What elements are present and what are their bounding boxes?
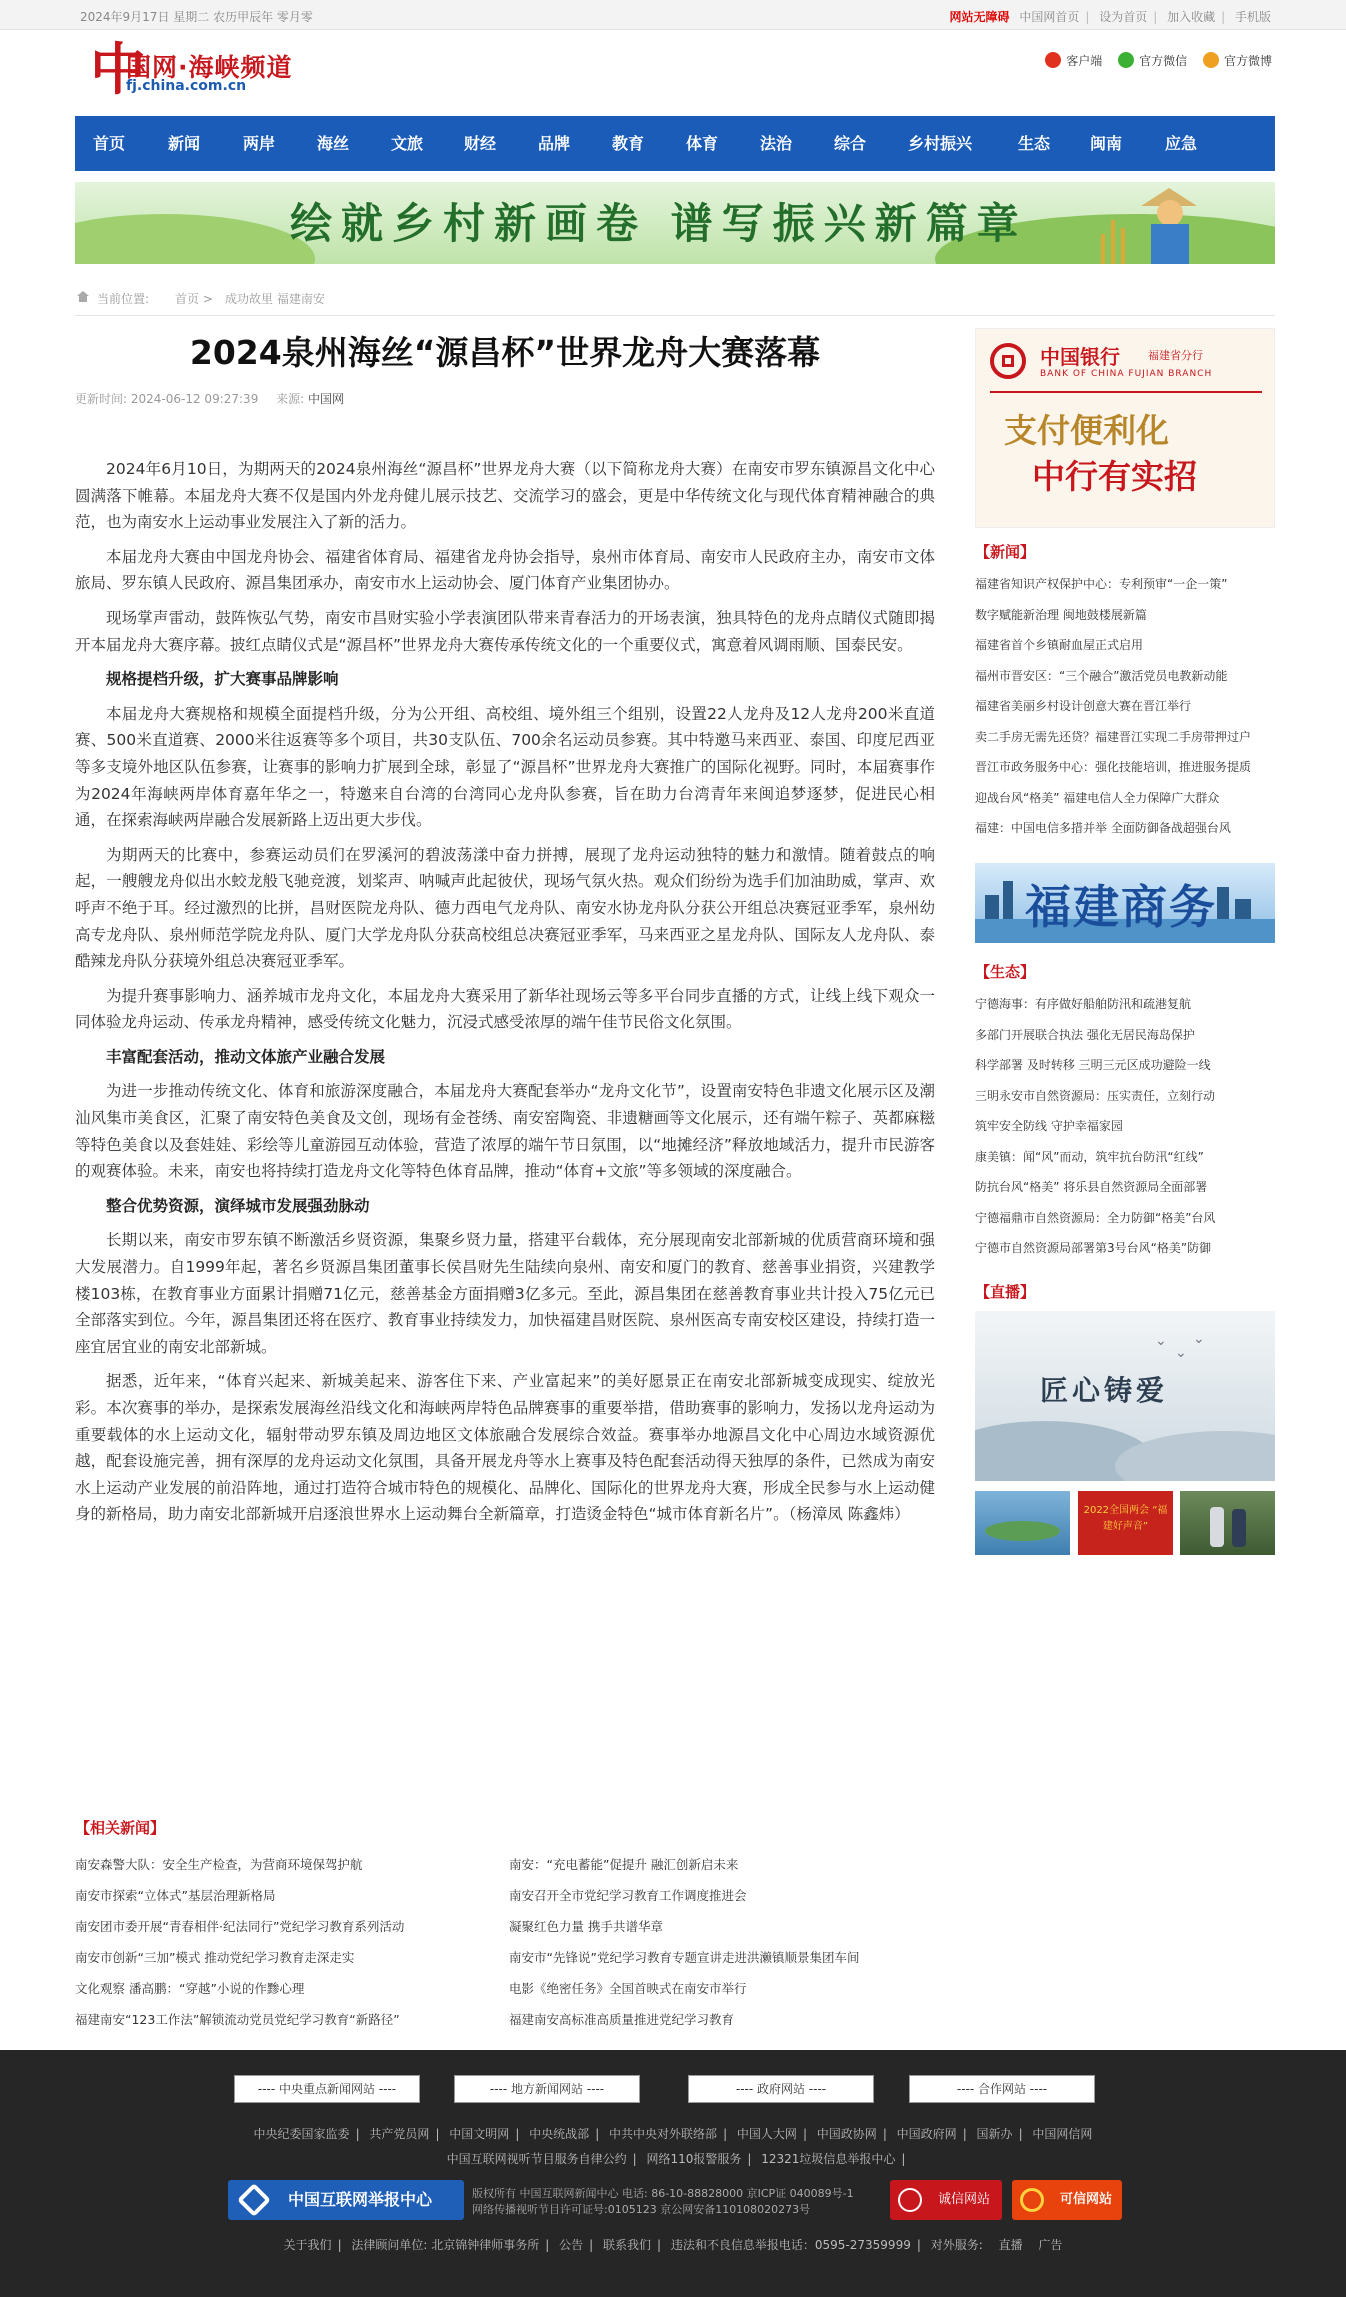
article-subheading: 整合优势资源，演绎城市发展强劲脉动	[106, 1196, 370, 1215]
boc-logo-icon	[990, 343, 1026, 379]
central-sites-select[interactable]: ---- 中央重点新闻网站 ----	[234, 2075, 420, 2103]
footer-link[interactable]: 关于我们	[283, 2238, 332, 2252]
wechat-label: 官方微信	[1139, 54, 1188, 68]
ecology-item[interactable]: 三明永安市自然资源局：压实责任，立刻行动	[975, 1088, 1216, 1103]
bird-icon: ⌄	[1155, 1333, 1167, 1349]
nav-law[interactable]: 法治	[760, 134, 793, 153]
ecology-section-title: 【生态】	[975, 963, 1036, 981]
live-section-title: 【直播】	[975, 1283, 1036, 1301]
related-news-item[interactable]: 南安团市委开展“青春相伴·纪法同行”党纪学习教育系列活动	[75, 1919, 405, 1934]
report-center-label: 中国互联网举报中心	[288, 2190, 433, 2209]
current-date: 2024年9月17日 星期二 农历甲辰年 零月零	[80, 10, 313, 24]
license-line: 网络传播视听节目许可证号:0105123 京公网安备110108020273号	[472, 2203, 811, 2216]
footer-link[interactable]: 公告	[559, 2238, 584, 2252]
live-thumbnail[interactable]	[1180, 1491, 1275, 1555]
related-news-item[interactable]: 南安：“充电蓄能”促提升 融汇创新启未来	[509, 1857, 739, 1872]
app-icon	[1045, 52, 1061, 68]
farmer-head-icon	[1157, 200, 1183, 226]
news-item[interactable]: 福建：中国电信多措并举 全面防御备战超强台风	[975, 821, 1231, 835]
source-label: 来源:	[276, 392, 305, 406]
related-news-item[interactable]: 南安市“先锋说”党纪学习教育专题宣讲走进洪濑镇顺景集团车间	[509, 1950, 860, 1965]
article-paragraph: 本届龙舟大赛规格和规模全面提档升级，分为公开组、高校组、境外组三个组别，设置22人龙舟及12人龙舟200米直道赛、500米直道赛、2000米往返赛等多个项目，共30支队伍、700余名运动员参赛。其中特邀马来西亚、泰国、印度尼西亚等多支境外地区队伍参赛，让赛事的影响力扩展到全球，彰显了“源昌杯”世界龙舟大赛推广的国际化视野。同时，本届赛事作为2024年海峡两岸体育嘉年华之一，特邀来自台湾的台湾同心龙舟队参赛，旨在助力台湾青年来闽追梦逐梦，促进民心相通，在探索海峡两岸融合发展新路上迈出更大步伐。	[75, 704, 935, 830]
credible-site-badge[interactable]	[1012, 2180, 1122, 2220]
news-item[interactable]: 卖二手房无需先还贷？福建晋江实现二手房带押过户	[975, 729, 1252, 744]
news-item[interactable]: 福建省知识产权保护中心：专利预审“一企一策”	[975, 577, 1228, 591]
banner-wheat	[1121, 228, 1125, 264]
nav-home[interactable]: 首页	[93, 134, 126, 153]
breadcrumb	[75, 288, 1275, 316]
footer-link[interactable]: 共产党员网	[369, 2127, 430, 2141]
footer-link[interactable]: 广告	[1038, 2238, 1063, 2252]
footer-link[interactable]: 直播	[998, 2238, 1023, 2252]
article-paragraph: 为提升赛事影响力、涵养城市龙舟文化，本届龙舟大赛采用了新华社现场云等多平台同步直播的方式，让线上线下观众一同体验龙舟运动、传承龙舟精神，感受传统文化魅力，沉浸式感受浓厚的端午佳节民俗文化氛围。	[75, 986, 935, 1032]
article-paragraph: 为期两天的比赛中，参赛运动员们在罗溪河的碧波荡漾中奋力拼搏，展现了龙舟运动独特的魅力和激情。随着鼓点的响起，一艘艘龙舟似出水蛟龙般飞驰竞渡，划桨声、呐喊声此起彼伏，现场气氛火热。观众们纷纷为选手们加油助威，掌声、欢呼声不绝于耳。经过激烈的比拼，昌财医院龙舟队、德力西电气龙舟队、南安水协龙舟队分获公开组总决赛冠亚季军，泉州幼高专龙舟队、泉州师范学院龙舟队、厦门大学龙舟队分获高校组总决赛冠亚季军，马来西亚之星龙舟队、国际友人龙舟队、泰酷辣龙舟队分获境外组总决赛冠亚季军。	[75, 845, 935, 971]
ecology-item[interactable]: 筑牢安全防线 守护幸福家园	[975, 1119, 1123, 1133]
bank-of-china-ad[interactable]	[975, 328, 1275, 528]
weibo-link[interactable]	[1203, 52, 1272, 69]
related-news-item[interactable]: 电影《绝密任务》全国首映式在南安市举行	[509, 1981, 747, 1996]
report-center-badge[interactable]	[228, 2180, 464, 2220]
banner-hill	[75, 214, 315, 264]
nav-emergency[interactable]: 应急	[1165, 134, 1198, 153]
news-list	[975, 569, 1275, 844]
nav-finance[interactable]: 财经	[464, 134, 497, 153]
nav-sports[interactable]: 体育	[686, 134, 719, 153]
nav-minnan[interactable]: 闽南	[1090, 134, 1123, 153]
article-paragraph: 2024年6月10日，为期两天的2024泉州海丝“源昌杯”世界龙舟大赛（以下简称龙舟大赛）在南安市罗东镇源昌文化中心圆满落下帷幕。本届龙舟大赛不仅是国内外龙舟健儿展示技艺、交流学习的盛会，更是中华传统文化与现代体育精神融合的典范，也为南安水上运动事业发展注入了新的活力。	[75, 460, 935, 532]
copyright-info	[472, 2186, 854, 2218]
china-home-link[interactable]: 中国网首页	[1019, 10, 1080, 24]
ecology-item[interactable]: 多部门开展联合执法 强化无居民海岛保护	[975, 1027, 1195, 1042]
news-item[interactable]: 福建省美丽乡村设计创意大赛在晋江举行	[975, 699, 1192, 713]
related-news-item[interactable]: 南安市探索“立体式”基层治理新格局	[75, 1888, 276, 1903]
thumb-person	[1232, 1509, 1246, 1547]
footer-link[interactable]: 法律顾问单位: 北京锦钟律师事务所	[351, 2238, 540, 2252]
bird-icon: ⌄	[1193, 1331, 1205, 1347]
fujian-commerce-ad[interactable]	[975, 863, 1275, 943]
bookmark-link[interactable]: 加入收藏	[1167, 10, 1216, 24]
article-paragraph: 现场掌声雷动，鼓阵恢弘气势，南安市昌财实验小学表演团队带来青春活力的开场表演，独具特色的龙舟点睛仪式随即揭开本届龙舟大赛序幕。披红点睛仪式是“源昌杯”世界龙舟大赛传承传统文化的一个重要仪式，寓意着风调雨顺、国泰民安。	[75, 608, 935, 654]
footer-link[interactable]: 中共中央对外联络部	[609, 2127, 718, 2141]
footer-link[interactable]: 网络110报警服务	[646, 2152, 742, 2166]
footer-link[interactable]: 中国政协网	[816, 2127, 877, 2141]
farmer-body-icon	[1151, 224, 1189, 264]
footer-link[interactable]: 中国文明网	[449, 2127, 510, 2141]
accessibility-link[interactable]: 网站无障碍	[949, 10, 1010, 24]
related-news-item[interactable]: 凝聚红色力量 携手共谱华章	[509, 1919, 663, 1934]
breadcrumb-home[interactable]: 首页 >	[175, 292, 213, 306]
news-section-title: 【新闻】	[975, 543, 1036, 561]
footer-link[interactable]: 联系我们	[603, 2238, 652, 2252]
updated-time: 2024-06-12 09:27:39	[130, 392, 259, 406]
ecology-item[interactable]: 宁德福鼎市自然资源局：全力防御“格美”台风	[975, 1210, 1216, 1225]
set-homepage-link[interactable]: 设为首页	[1099, 10, 1148, 24]
nav-brand[interactable]: 品牌	[538, 134, 571, 153]
breadcrumb-label: 当前位置:	[97, 292, 150, 306]
footer-link[interactable]: 国新办	[976, 2127, 1013, 2141]
article-paragraph: 为进一步推动传统文化、体育和旅游深度融合，本届龙舟大赛配套举办“龙舟文化节”，设置南安特色非遗文化展示区及潮汕风集市美食区，汇聚了南安特色美食及文创，现场有金苍绣、南安窑陶瓷、非遗糖画等文化展示，还有端午粽子、英都麻糍等特色美食以及套娃娃、彩绘等儿童游园互动体验，营造了浓厚的端午节日氛围，以“地摊经济”释放地域活力，提升市民游客的观赛体验。未来，南安也将持续打造龙舟文化等特色体育品牌，推动“体育+文旅”等多领域的深度融合。	[75, 1082, 935, 1181]
home-icon	[77, 291, 89, 302]
nav-ecology[interactable]: 生态	[1018, 134, 1051, 153]
nav-silk-road[interactable]: 海丝	[317, 134, 350, 153]
news-item[interactable]: 迎战台风“格美” 福建电信人全力保障广大群众	[975, 790, 1220, 805]
ecology-item[interactable]: 康美镇：闻“风”而动，筑牢抗台防汛“红线”	[975, 1149, 1204, 1164]
footer-link[interactable]: 中国政府网	[896, 2127, 957, 2141]
boc-slogan-2: 中行有实招	[1032, 457, 1197, 496]
bird-icon: ⌄	[1175, 1345, 1187, 1361]
nav-general[interactable]: 综合	[834, 134, 867, 153]
banner-wheat	[1111, 220, 1115, 264]
related-news-item[interactable]: 福建南安“123工作法”解锁流动党员党纪学习教育“新路径”	[75, 2012, 400, 2027]
wechat-link[interactable]	[1118, 52, 1187, 69]
app-label: 客户端	[1066, 54, 1103, 68]
boc-name: 中国银行	[1040, 345, 1120, 369]
live-thumbnail[interactable]	[1078, 1491, 1173, 1555]
partner-sites-select[interactable]: ---- 合作网站 ----	[909, 2075, 1095, 2103]
logo-glyph: 中	[90, 37, 146, 103]
footer-link[interactable]: 中国人大网	[736, 2127, 797, 2141]
thumb-person	[1210, 1507, 1224, 1547]
main-nav	[75, 116, 1275, 171]
article-paragraph: 本届龙舟大赛由中国龙舟协会、福建省体育局、福建省龙舟协会指导，泉州市体育局、南安市人民政府主办，南安市文体旅局、罗东镇人民政府、源昌集团承办，南安市水上运动协会、厦门体育产业集团协办。	[75, 547, 935, 593]
related-news-title: 【相关新闻】	[75, 1819, 166, 1837]
banner-wheat	[1101, 234, 1105, 264]
credible-badge-label: 可信网站	[1059, 2192, 1112, 2207]
rural-banner[interactable]	[75, 182, 1275, 264]
nav-cross-strait[interactable]: 两岸	[243, 134, 276, 153]
nav-culture-tourism[interactable]: 文旅	[391, 134, 424, 153]
nav-education[interactable]: 教育	[612, 134, 645, 153]
footer-links-row1: 中央纪委国家监委 | 共产党员网 | 中国文明网 | 中央统战部 | 中共中央对外联络部 | 中国人大网 | 中国政协网 | 中国政府网 | 国新办 | 中国网信网	[253, 2127, 1093, 2141]
news-item[interactable]: 数字赋能新治理 闽地鼓楼展新篇	[975, 607, 1147, 622]
related-news-item[interactable]: 南安召开全市党纪学习教育工作调度推进会	[509, 1888, 747, 1903]
footer-link[interactable]: 中央统战部	[529, 2127, 590, 2141]
footer-link[interactable]: 中央纪委国家监委	[253, 2127, 350, 2141]
social-links	[1033, 52, 1272, 69]
mobile-link[interactable]: 手机版	[1234, 10, 1271, 24]
trust-badge-label: 诚信网站	[937, 2192, 990, 2207]
app-link[interactable]	[1045, 52, 1102, 69]
footer-link[interactable]: 对外服务:	[930, 2238, 983, 2252]
logo-domain: fj.china.com.cn	[126, 78, 247, 94]
nav-news[interactable]: 新闻	[168, 134, 201, 153]
footer-link[interactable]: 12321垃圾信息举报中心	[761, 2152, 896, 2166]
nav-rural[interactable]: 乡村振兴	[908, 134, 973, 153]
live-thumbnail[interactable]	[975, 1491, 1070, 1555]
article-subheading: 丰富配套活动，推动文体旅产业融合发展	[106, 1047, 386, 1066]
wechat-icon	[1118, 52, 1134, 68]
top-links: 网站无障碍 中国网首页 | 设为首页 | 加入收藏 | 手机版	[949, 10, 1271, 24]
boc-divider	[990, 391, 1262, 393]
updated-label: 更新时间:	[75, 392, 128, 406]
top-bar	[0, 0, 1346, 30]
related-news-item[interactable]: 南安森警大队：安全生产检查，为营商环境保驾护航	[75, 1857, 363, 1872]
ecology-item[interactable]: 科学部署 及时转移 三明三元区成功避险一线	[975, 1058, 1211, 1072]
weibo-icon	[1203, 52, 1219, 68]
footer-link[interactable]: 中国互联网视听节目服务自律公约	[446, 2152, 627, 2166]
local-sites-select[interactable]: ---- 地方新闻网站 ----	[454, 2075, 640, 2103]
footer-links-row2: 中国互联网视听节目服务自律公约 | 网络110报警服务 | 12321垃圾信息举报中心 |	[446, 2152, 906, 2166]
article-meta	[75, 390, 344, 407]
source-value: 中国网	[308, 392, 345, 406]
report-center-icon	[237, 2183, 271, 2217]
mountain-shape	[1115, 1431, 1275, 1481]
article-paragraph: 据悉，近年来，“体育兴起来、新城美起来、游客住下来、产业富起来”的美好愿景正在南安北部新城变成现实、绽放光彩。本次赛事的举办，是探索发展海丝沿线文化和海峡两岸特色品牌赛事的重要举措，借助赛事的影响力，发扬以龙舟运动为重要载体的水上运动文化，辐射带动罗东镇及周边地区文体旅融合发展综合效益。赛事举办地源昌文化中心周边水域资源优越，配套设施完善，拥有深厚的龙舟运动文化氛围，具备开展龙舟等水上赛事及特色配套活动得天独厚的条件，已然成为南安水上运动产业发展的前沿阵地，通过打造符合城市特色的规模化、品牌化、国际化的世界龙舟大赛，形成全民参与水上运动健身的新格局，助力南安北部新城开启逐浪世界水上运动舞台全新篇章，打造烫金特色“城市体育新名片”。（杨漳凤 陈鑫炜）	[75, 1372, 935, 1524]
ecology-list	[975, 989, 1275, 1264]
boc-slogan-1: 支付便利化	[1004, 411, 1169, 450]
fujian-commerce-text: 福建商务	[1025, 880, 1217, 934]
gov-sites-select[interactable]: ---- 政府网站 ----	[688, 2075, 874, 2103]
boc-branch: 福建省分行	[1148, 349, 1203, 362]
footer-link[interactable]: 中国网信网	[1032, 2127, 1093, 2141]
banner-slogan: 绘就乡村新画卷 谱写振兴新篇章	[290, 199, 1028, 248]
live-title-text: 匠心铸爱	[1040, 1374, 1169, 1407]
breadcrumb-section[interactable]: 成功故里 福建南安	[225, 292, 325, 306]
related-news-item[interactable]: 福建南安高标准高质量推进党纪学习教育	[509, 2012, 735, 2027]
trust-badge-icon	[898, 2188, 922, 2212]
trust-site-badge[interactable]	[890, 2180, 1002, 2220]
article-body	[75, 456, 935, 1536]
site-logo[interactable]	[90, 37, 310, 103]
related-news-item[interactable]: 南安市创新“三加”模式 推动党纪学习教育走深走实	[75, 1950, 355, 1965]
live-video-banner[interactable]	[975, 1311, 1275, 1481]
thumb-island	[985, 1521, 1060, 1541]
weibo-label: 官方微博	[1223, 54, 1272, 68]
footer-link[interactable]: 违法和不良信息举报电话：0595-27359999	[670, 2238, 911, 2252]
news-item[interactable]: 福州市晋安区：“三个融合”激活党员电教新动能	[975, 668, 1228, 683]
boc-english-name: BANK OF CHINA FUJIAN BRANCH	[1040, 369, 1213, 379]
thumb-caption: 2022全国两会 “福建好声音”	[1083, 1505, 1168, 1532]
copyright-line: 版权所有 中国互联网新闻中心 电话: 86-10-88828000 京ICP证 040089号-1	[472, 2187, 854, 2200]
ecology-item[interactable]: 防抗台风“格美” 将乐县自然资源局全面部署	[975, 1180, 1208, 1194]
news-item[interactable]: 晋江市政务服务中心：强化技能培训，推进服务提质	[975, 760, 1252, 774]
article-paragraph: 长期以来，南安市罗东镇不断激活乡贤资源，集聚乡贤力量，搭建平台载体，充分展现南安北部新城的优质营商环境和强大发展潜力。自1999年起，著名乡贤源昌集团董事长侯昌财先生陆续向泉州、南安和厦门的教育、慈善事业捐资，兴建教学楼103栋，在教育事业方面累计捐赠71亿元，慈善基金方面捐赠3亿多元。至此，源昌集团在慈善教育事业共计投入75亿元已全部落实到位。今年，源昌集团还将在医疗、教育事业持续发力，加快福建昌财医院、泉州医高专南安校区建设，持续打造一座宜居宜业的南安北部新城。	[75, 1231, 935, 1356]
news-item[interactable]: 福建省首个乡镇耐血屋正式启用	[975, 638, 1144, 652]
related-news-item[interactable]: 文化观察 潘高鹏：“穿越”小说的作黪心理	[75, 1981, 305, 1996]
ecology-item[interactable]: 宁德海事：有序做好船舶防汛和疏港复航	[975, 997, 1192, 1011]
ecology-item[interactable]: 宁德市自然资源局部署第3号台风“格美”防御	[975, 1241, 1212, 1255]
footer-links-row3: 关于我们 | 法律顾问单位: 北京锦钟律师事务所 | 公告 | 联系我们 | 违法和不良信息举报电话：0595-27359999 | 对外服务: 直播 广告	[283, 2238, 1063, 2252]
logo-name: 国网·海峡频道	[126, 53, 293, 82]
footer	[0, 2050, 1346, 2297]
article-title: 2024泉州海丝“源昌杯”世界龙舟大赛落幕	[189, 333, 821, 372]
credible-badge-icon	[1020, 2188, 1044, 2212]
article-subheading: 规格提档升级，扩大赛事品牌影响	[106, 670, 339, 689]
